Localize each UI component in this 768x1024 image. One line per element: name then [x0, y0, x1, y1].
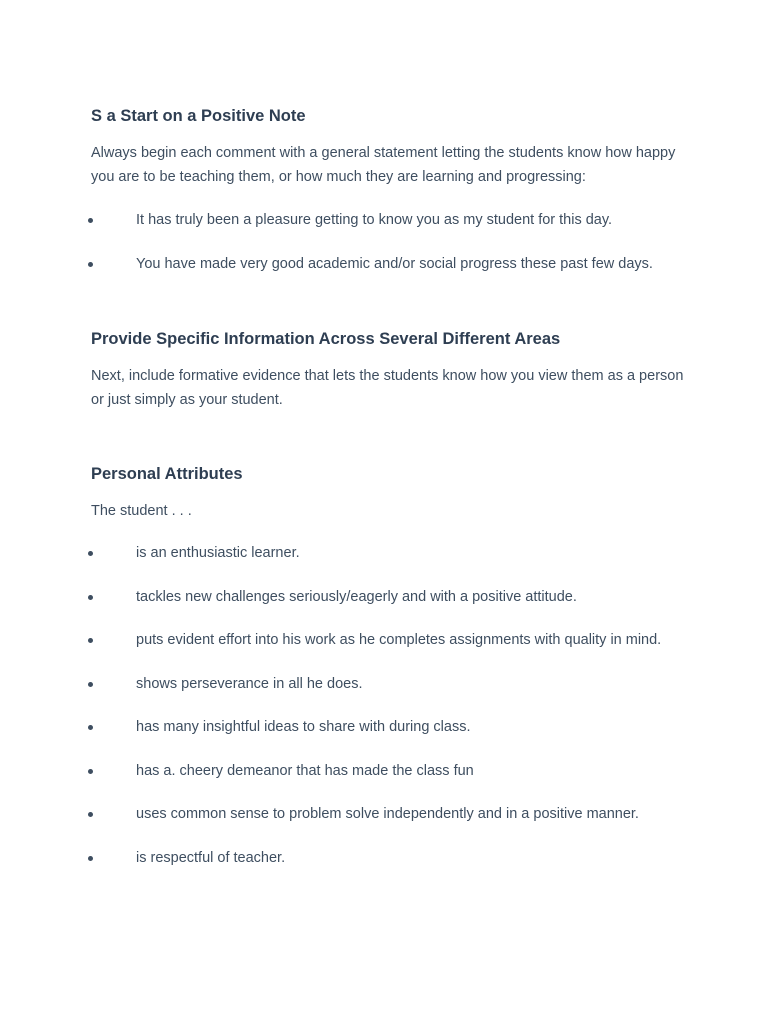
bullet-icon — [88, 551, 93, 556]
list-item-text: is respectful of teacher. — [136, 849, 286, 866]
list-item-text: puts evident effort into his work as he completes assignments with quality in mind. — [136, 632, 662, 648]
section-intro-text: The student . . . — [91, 503, 192, 519]
bullet-icon — [88, 682, 93, 687]
list-item-text: tackles new challenges seriously/eagerly and with a positive attitude. — [136, 588, 577, 605]
list-item-text: You have made very good academic and/or social progress these past few days. — [136, 255, 653, 272]
list-item-text: is an enthusiastic learner. — [136, 545, 300, 561]
list-item-text: has many insightful ideas to share with during class. — [136, 719, 471, 735]
bullet-icon — [88, 812, 93, 817]
section-heading-positive-note: S a Start on a Positive Note — [91, 107, 306, 125]
bullet-icon — [88, 262, 93, 267]
bullet-icon — [88, 856, 93, 861]
bullet-icon — [88, 638, 93, 643]
section-heading-specific-info: Provide Specific Information Across Several Different Areas — [91, 330, 561, 348]
bullet-icon — [88, 595, 93, 600]
bullet-icon — [88, 218, 93, 223]
section-heading-personal-attributes: Personal Attributes — [91, 465, 243, 483]
section-paragraph-positive-note: Always begin each comment with a general statement letting the students know how happy you are to be teaching them, or how much they are learning and progressing: — [91, 145, 676, 185]
list-item-text: has a. cheery demeanor that has made the class fun — [136, 762, 474, 779]
list-item-text: shows perseverance in all he does. — [136, 675, 363, 692]
list-item-text: It has truly been a pleasure getting to know you as my student for this day. — [136, 212, 613, 228]
bullet-icon — [88, 725, 93, 730]
bullet-icon — [88, 769, 93, 774]
list-item-text: uses common sense to problem solve independently and in a positive manner. — [136, 806, 639, 822]
section-paragraph-specific-info: Next, include formative evidence that lets the students know how you view them as a person or just simply as your student. — [91, 368, 684, 408]
